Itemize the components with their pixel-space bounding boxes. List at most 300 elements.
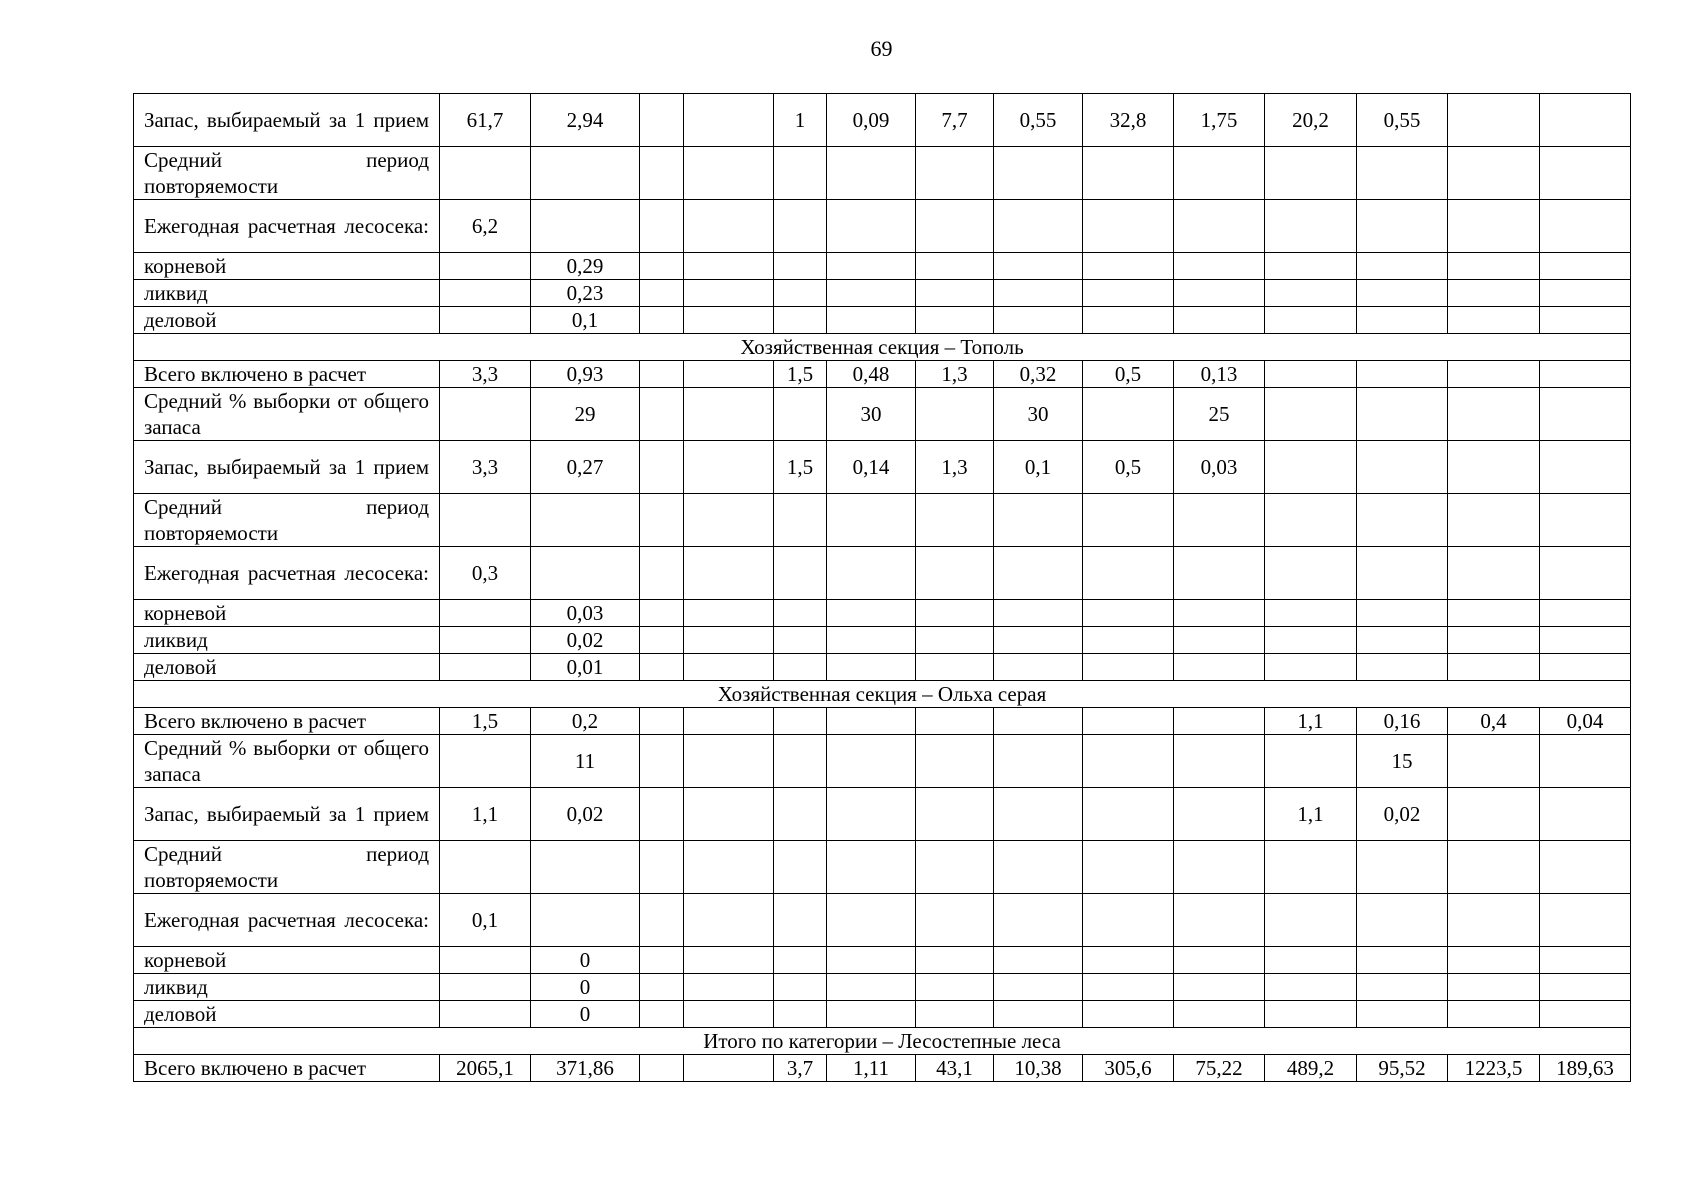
table-cell: 0,5 xyxy=(1083,361,1174,388)
table-row xyxy=(134,494,1631,547)
table-cell xyxy=(531,894,640,947)
table-cell: 0,1 xyxy=(440,894,531,947)
table-cell xyxy=(916,494,994,547)
table-cell: 1,5 xyxy=(774,361,827,388)
table-cell xyxy=(994,253,1083,280)
table-cell: 0,48 xyxy=(827,361,916,388)
table-cell: 0,32 xyxy=(994,361,1083,388)
table-cell xyxy=(1540,307,1631,334)
table-cell xyxy=(440,947,531,974)
table-cell xyxy=(1448,654,1540,681)
table-cell xyxy=(774,735,827,788)
table-cell xyxy=(1174,788,1265,841)
table-cell xyxy=(1357,388,1448,441)
table-cell xyxy=(1083,253,1174,280)
table-cell xyxy=(774,253,827,280)
table-cell: 0,02 xyxy=(1357,788,1448,841)
table-cell xyxy=(640,788,684,841)
table-cell: 1,1 xyxy=(440,788,531,841)
table-cell: 0,04 xyxy=(1540,708,1631,735)
table-row xyxy=(134,388,1631,441)
table-row xyxy=(134,600,1631,627)
table-cell: 0,1 xyxy=(531,307,640,334)
table-cell xyxy=(916,788,994,841)
table-cell xyxy=(1540,841,1631,894)
table-cell xyxy=(1540,654,1631,681)
table-cell xyxy=(1174,547,1265,600)
table-cell: 0,23 xyxy=(531,280,640,307)
table-cell xyxy=(1540,280,1631,307)
table-cell xyxy=(1448,627,1540,654)
table-cell xyxy=(1083,494,1174,547)
table-cell xyxy=(827,974,916,1001)
table-cell xyxy=(440,1001,531,1028)
table-cell xyxy=(1083,894,1174,947)
table-cell xyxy=(684,280,774,307)
table-cell xyxy=(1174,708,1265,735)
table-cell: 30 xyxy=(827,388,916,441)
row-label: деловой xyxy=(134,307,440,334)
table-cell xyxy=(684,627,774,654)
table-cell xyxy=(827,627,916,654)
table-cell xyxy=(640,547,684,600)
table-cell xyxy=(640,307,684,334)
table-cell xyxy=(1448,253,1540,280)
table-cell xyxy=(1357,894,1448,947)
table-cell: 0,09 xyxy=(827,94,916,147)
table-cell: 1,1 xyxy=(1265,788,1357,841)
table-cell xyxy=(640,94,684,147)
table-cell xyxy=(440,494,531,547)
table-cell xyxy=(640,894,684,947)
table-cell xyxy=(1540,200,1631,253)
table-cell xyxy=(827,280,916,307)
table-cell xyxy=(916,200,994,253)
table-cell xyxy=(994,494,1083,547)
table-cell xyxy=(1174,253,1265,280)
row-label: Ежегодная расчетная лесосека: xyxy=(134,200,440,253)
table-cell xyxy=(916,974,994,1001)
table-cell xyxy=(1448,600,1540,627)
table-cell xyxy=(916,600,994,627)
table-cell xyxy=(1357,307,1448,334)
table-cell xyxy=(994,307,1083,334)
section-row xyxy=(134,334,1631,361)
table-cell xyxy=(994,627,1083,654)
table-cell xyxy=(640,654,684,681)
table-cell xyxy=(916,708,994,735)
table-cell: 2065,1 xyxy=(440,1055,531,1082)
table-cell xyxy=(994,147,1083,200)
table-cell xyxy=(1448,788,1540,841)
table-cell xyxy=(1265,361,1357,388)
table-cell xyxy=(1265,147,1357,200)
row-label: корневой xyxy=(134,947,440,974)
table-cell xyxy=(1540,388,1631,441)
table-row xyxy=(134,974,1631,1001)
table-cell xyxy=(1083,147,1174,200)
table-cell xyxy=(1448,1001,1540,1028)
table-row xyxy=(134,253,1631,280)
table-cell xyxy=(1357,974,1448,1001)
table-cell xyxy=(1083,735,1174,788)
table-row xyxy=(134,147,1631,200)
table-cell: 0,02 xyxy=(531,788,640,841)
table-cell xyxy=(827,600,916,627)
table-cell: 0 xyxy=(531,947,640,974)
table-cell: 15 xyxy=(1357,735,1448,788)
table-cell xyxy=(827,494,916,547)
table-cell xyxy=(640,253,684,280)
table-cell xyxy=(640,708,684,735)
table-cell: 1,5 xyxy=(774,441,827,494)
table-cell: 0,1 xyxy=(994,441,1083,494)
table-cell xyxy=(1357,280,1448,307)
table-cell: 0,93 xyxy=(531,361,640,388)
table-cell xyxy=(1083,654,1174,681)
table-cell xyxy=(827,841,916,894)
table-cell xyxy=(640,361,684,388)
table-cell xyxy=(1448,307,1540,334)
table-cell xyxy=(440,307,531,334)
table-cell: 371,86 xyxy=(531,1055,640,1082)
table-cell xyxy=(916,147,994,200)
table-cell xyxy=(440,627,531,654)
table-cell xyxy=(1448,894,1540,947)
table-cell: 1,75 xyxy=(1174,94,1265,147)
table-cell xyxy=(774,947,827,974)
table-cell xyxy=(1083,708,1174,735)
table-cell xyxy=(994,974,1083,1001)
table-cell xyxy=(1083,280,1174,307)
table-cell xyxy=(684,894,774,947)
table-cell: 32,8 xyxy=(1083,94,1174,147)
table-cell xyxy=(684,1055,774,1082)
table-cell xyxy=(1357,253,1448,280)
table-cell xyxy=(440,600,531,627)
table-cell xyxy=(440,147,531,200)
table-cell xyxy=(1448,200,1540,253)
table-cell xyxy=(1083,547,1174,600)
table-cell xyxy=(640,974,684,1001)
table-cell xyxy=(1083,627,1174,654)
table-cell xyxy=(1448,974,1540,1001)
section-row xyxy=(134,681,1631,708)
table-cell xyxy=(774,547,827,600)
row-label: Средний % выборки от общего запаса xyxy=(134,735,440,788)
section-title: Хозяйственная секция – Тополь xyxy=(134,334,1631,361)
table-cell xyxy=(1448,280,1540,307)
table-cell xyxy=(827,200,916,253)
table-cell xyxy=(1357,600,1448,627)
table-cell xyxy=(827,307,916,334)
table-cell xyxy=(684,788,774,841)
table-cell xyxy=(1540,147,1631,200)
table-cell xyxy=(684,654,774,681)
table-cell: 20,2 xyxy=(1265,94,1357,147)
table-cell xyxy=(1174,200,1265,253)
table-cell xyxy=(994,200,1083,253)
table-cell xyxy=(1540,894,1631,947)
table-cell xyxy=(1083,841,1174,894)
table-cell: 3,7 xyxy=(774,1055,827,1082)
table-cell xyxy=(1448,735,1540,788)
table-cell xyxy=(774,627,827,654)
table-cell xyxy=(1265,947,1357,974)
row-label: ликвид xyxy=(134,280,440,307)
table-row xyxy=(134,627,1631,654)
table-cell xyxy=(684,841,774,894)
row-label: Запас, выбираемый за 1 прием xyxy=(134,94,440,147)
table-cell xyxy=(531,494,640,547)
table-cell xyxy=(1357,627,1448,654)
table-cell xyxy=(774,307,827,334)
table-cell: 1 xyxy=(774,94,827,147)
table-cell xyxy=(684,600,774,627)
table-cell xyxy=(994,600,1083,627)
row-label: Запас, выбираемый за 1 прием xyxy=(134,788,440,841)
table-cell xyxy=(1265,974,1357,1001)
table-row xyxy=(134,94,1631,147)
table-cell xyxy=(640,1001,684,1028)
table-cell: 189,63 xyxy=(1540,1055,1631,1082)
table-cell xyxy=(1174,1001,1265,1028)
table-cell xyxy=(1540,361,1631,388)
table-row xyxy=(134,441,1631,494)
table-cell: 0,3 xyxy=(440,547,531,600)
table-row xyxy=(134,947,1631,974)
table-cell xyxy=(684,494,774,547)
table-cell xyxy=(1265,1001,1357,1028)
row-label: Средний % выборки от общего запаса xyxy=(134,388,440,441)
table-cell xyxy=(440,654,531,681)
table-cell xyxy=(774,200,827,253)
table-cell xyxy=(774,654,827,681)
table-cell: 3,3 xyxy=(440,361,531,388)
table-cell xyxy=(916,947,994,974)
table-cell xyxy=(1265,253,1357,280)
page-number: 69 xyxy=(870,36,893,61)
table-cell xyxy=(1174,307,1265,334)
row-label: деловой xyxy=(134,654,440,681)
table-cell xyxy=(1083,1001,1174,1028)
table-cell: 1,3 xyxy=(916,361,994,388)
table-row xyxy=(134,654,1631,681)
table-cell: 0,4 xyxy=(1448,708,1540,735)
table-cell: 305,6 xyxy=(1083,1055,1174,1082)
table-cell xyxy=(531,200,640,253)
table-cell xyxy=(1448,494,1540,547)
table-cell xyxy=(1174,600,1265,627)
table-cell xyxy=(1265,627,1357,654)
table-cell: 61,7 xyxy=(440,94,531,147)
table-cell xyxy=(684,200,774,253)
table-cell xyxy=(1083,307,1174,334)
table-cell xyxy=(916,1001,994,1028)
table-cell xyxy=(916,388,994,441)
table-cell xyxy=(1357,200,1448,253)
table-cell xyxy=(774,147,827,200)
table-cell: 2,94 xyxy=(531,94,640,147)
table-cell xyxy=(1174,894,1265,947)
table-cell xyxy=(640,627,684,654)
table-row xyxy=(134,547,1631,600)
table-cell: 3,3 xyxy=(440,441,531,494)
table-cell: 1,5 xyxy=(440,708,531,735)
table-cell xyxy=(1174,280,1265,307)
table-cell xyxy=(1357,947,1448,974)
table-cell xyxy=(1540,627,1631,654)
table-cell xyxy=(440,280,531,307)
table-cell: 0,16 xyxy=(1357,708,1448,735)
row-label: ликвид xyxy=(134,974,440,1001)
table-cell xyxy=(1540,547,1631,600)
table-cell xyxy=(684,388,774,441)
table-cell xyxy=(1540,974,1631,1001)
table-cell xyxy=(1448,441,1540,494)
table-cell xyxy=(1265,735,1357,788)
table-cell xyxy=(640,947,684,974)
table-row xyxy=(134,200,1631,253)
table-cell xyxy=(1174,627,1265,654)
table-cell xyxy=(1448,147,1540,200)
table-cell: 6,2 xyxy=(440,200,531,253)
table-cell xyxy=(640,600,684,627)
table-cell: 0 xyxy=(531,974,640,1001)
table-cell xyxy=(640,841,684,894)
table-cell xyxy=(774,708,827,735)
table-cell xyxy=(640,147,684,200)
table-cell: 75,22 xyxy=(1174,1055,1265,1082)
table-cell xyxy=(440,841,531,894)
table-cell xyxy=(1265,494,1357,547)
table-cell xyxy=(827,788,916,841)
section-title: Итого по категории – Лесостепные леса xyxy=(134,1028,1631,1055)
table-cell: 0 xyxy=(531,1001,640,1028)
table-cell xyxy=(994,788,1083,841)
table-cell xyxy=(994,280,1083,307)
table-cell: 11 xyxy=(531,735,640,788)
table-cell xyxy=(774,974,827,1001)
table-row xyxy=(134,280,1631,307)
table-cell xyxy=(827,1001,916,1028)
table-row xyxy=(134,307,1631,334)
table-cell xyxy=(684,1001,774,1028)
table-cell xyxy=(1357,841,1448,894)
table-cell xyxy=(440,974,531,1001)
table-cell xyxy=(1083,974,1174,1001)
forest-allowance-table xyxy=(133,93,1631,1082)
table-cell xyxy=(531,841,640,894)
row-label: Ежегодная расчетная лесосека: xyxy=(134,547,440,600)
table-cell xyxy=(1265,547,1357,600)
table-cell xyxy=(916,307,994,334)
table-cell xyxy=(684,947,774,974)
table-cell xyxy=(640,441,684,494)
table-cell xyxy=(1448,841,1540,894)
table-cell xyxy=(994,735,1083,788)
table-row xyxy=(134,361,1631,388)
table-cell: 489,2 xyxy=(1265,1055,1357,1082)
table-cell xyxy=(916,253,994,280)
table-cell: 1,3 xyxy=(916,441,994,494)
table-row xyxy=(134,1055,1631,1082)
row-label: Ежегодная расчетная лесосека: xyxy=(134,894,440,947)
table-cell xyxy=(684,307,774,334)
table-cell xyxy=(916,627,994,654)
table-cell xyxy=(916,735,994,788)
table-cell: 0,29 xyxy=(531,253,640,280)
table-cell xyxy=(640,735,684,788)
row-label: Всего включено в расчет xyxy=(134,361,440,388)
table-cell xyxy=(827,947,916,974)
row-label: Запас, выбираемый за 1 прием xyxy=(134,441,440,494)
table-cell xyxy=(1083,947,1174,974)
row-label: Средний период повторяемости xyxy=(134,841,440,894)
table-cell xyxy=(916,894,994,947)
table-row xyxy=(134,708,1631,735)
row-label: корневой xyxy=(134,253,440,280)
row-label: Всего включено в расчет xyxy=(134,1055,440,1082)
table-cell xyxy=(440,735,531,788)
table-cell xyxy=(1083,788,1174,841)
table-cell xyxy=(640,494,684,547)
table-cell xyxy=(1448,361,1540,388)
table-cell xyxy=(916,841,994,894)
table-cell xyxy=(1540,735,1631,788)
table-cell xyxy=(684,547,774,600)
table-cell xyxy=(827,894,916,947)
table-cell: 1,11 xyxy=(827,1055,916,1082)
table-cell xyxy=(1448,94,1540,147)
table-cell xyxy=(916,547,994,600)
table-cell xyxy=(1083,600,1174,627)
table-cell: 0,5 xyxy=(1083,441,1174,494)
section-title: Хозяйственная секция – Ольха серая xyxy=(134,681,1631,708)
row-label: корневой xyxy=(134,600,440,627)
table-cell xyxy=(1357,147,1448,200)
table-cell: 29 xyxy=(531,388,640,441)
table-cell: 43,1 xyxy=(916,1055,994,1082)
table-cell xyxy=(774,280,827,307)
table-cell xyxy=(1265,200,1357,253)
table-cell xyxy=(1265,280,1357,307)
table-cell xyxy=(1540,94,1631,147)
table-cell xyxy=(1540,253,1631,280)
table-cell xyxy=(684,974,774,1001)
table-cell: 0,27 xyxy=(531,441,640,494)
row-label: деловой xyxy=(134,1001,440,1028)
table-cell xyxy=(774,600,827,627)
table-cell xyxy=(1174,947,1265,974)
table-cell xyxy=(440,388,531,441)
table-cell xyxy=(640,280,684,307)
row-label: Средний период повторяемости xyxy=(134,147,440,200)
table-row xyxy=(134,735,1631,788)
table-cell xyxy=(1265,441,1357,494)
table-cell xyxy=(531,147,640,200)
table-row xyxy=(134,1001,1631,1028)
table-cell xyxy=(1083,388,1174,441)
table-cell xyxy=(1540,947,1631,974)
table-cell: 0,03 xyxy=(1174,441,1265,494)
table-cell: 1,1 xyxy=(1265,708,1357,735)
section-row xyxy=(134,1028,1631,1055)
table-cell xyxy=(684,361,774,388)
table-cell xyxy=(1265,600,1357,627)
table-cell xyxy=(1540,788,1631,841)
table-cell xyxy=(1265,894,1357,947)
